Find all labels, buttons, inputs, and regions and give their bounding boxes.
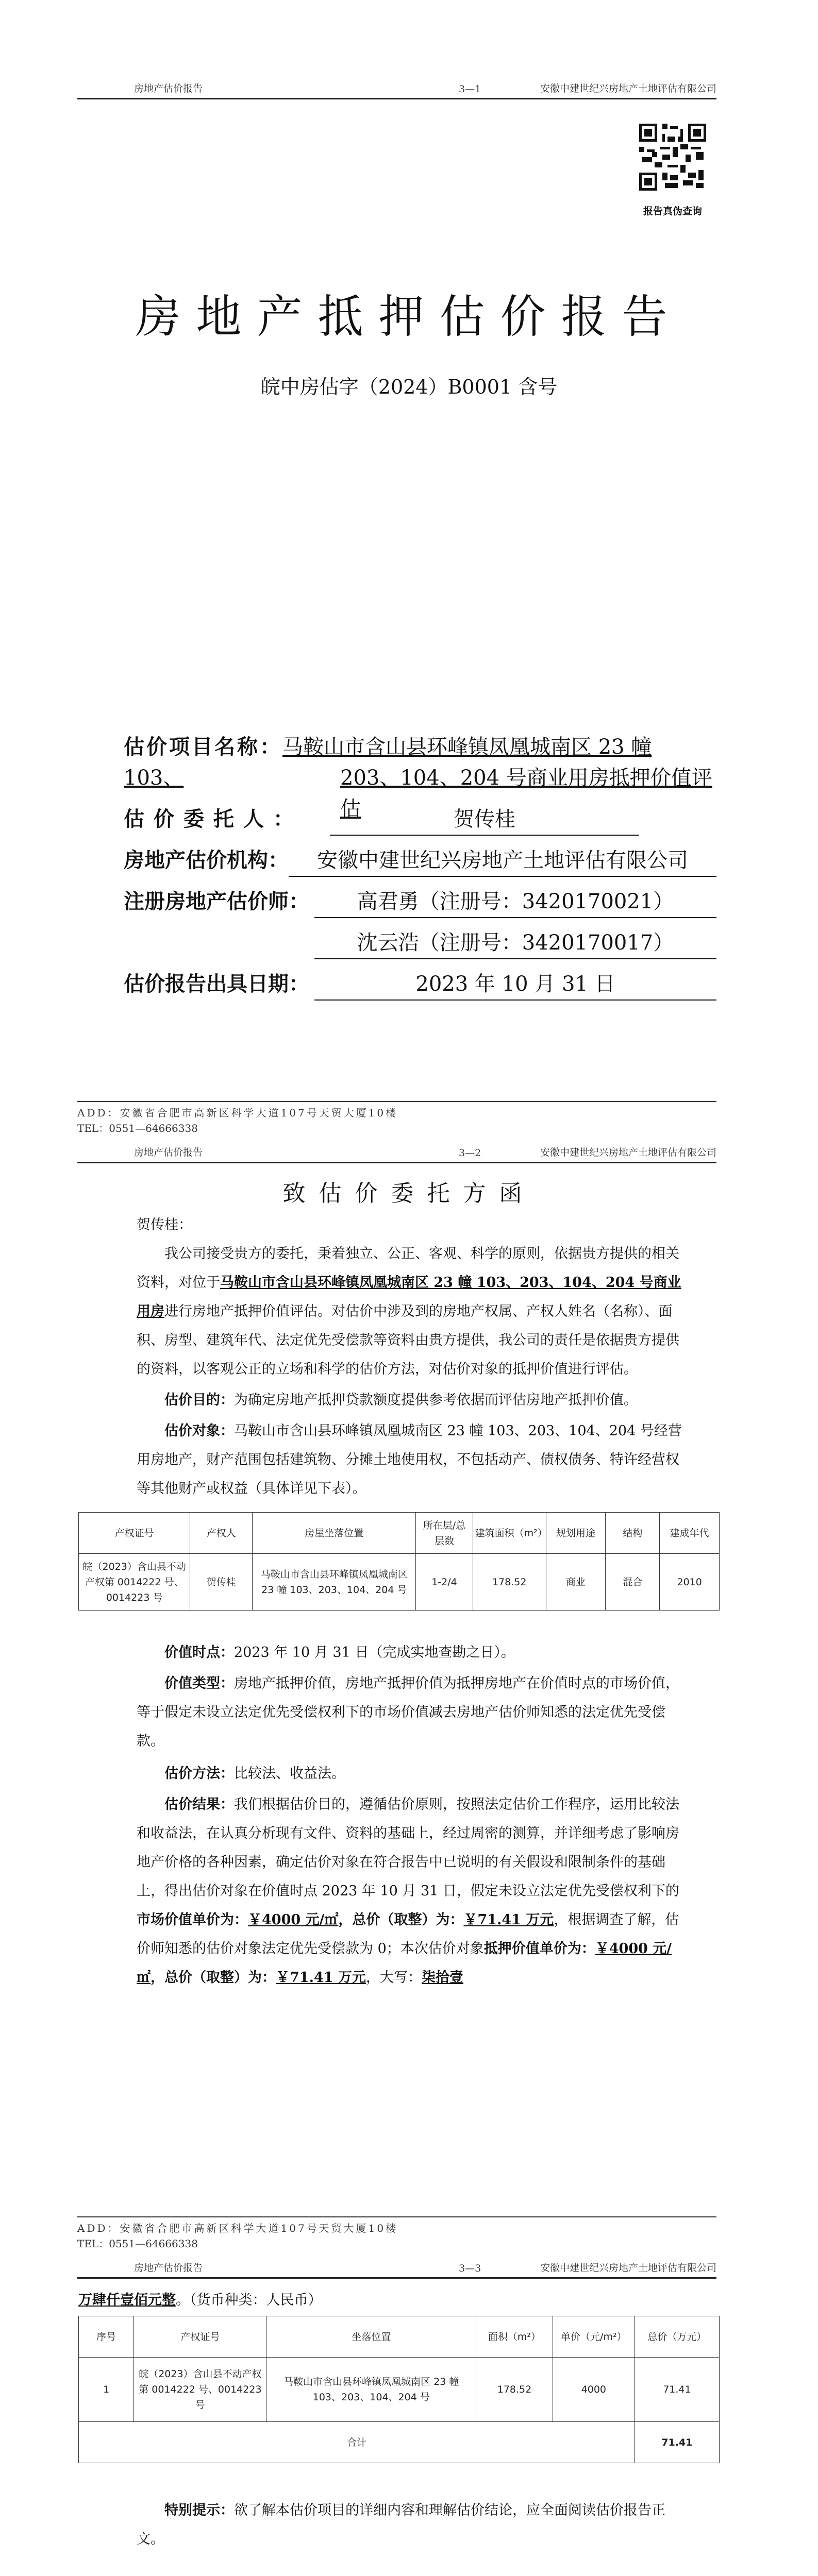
header-left: 房地产估价报告	[134, 1147, 203, 1158]
page-footer	[77, 1105, 716, 1136]
result-para: 估价结果：我们根据估价目的，遵循估价原则，按照法定估价工作程序，运用比较法和收益法，在认真分析现有文件、资料的基础上，经过周密的测算，并详细考虑了影响房地产价格的各种因素，确定估价对象在符合报告中已说明的有关假设和限制条件的基础上，得出估价对象在价值时点 2023 年 10 月 31 日，假定未设立法定优先受偿权利下的市场价值单价为：￥4000 元/㎡，总价（取整）为：￥71.41 万元，根据调查了解，估价师知悉的估价对象法定优先受偿款为 0；本次估价对象抵押价值单价为：￥4000 元/㎡，总价（取整）为：￥71.41 万元，大写：柒拾壹	[137, 1797, 679, 1986]
mortgage-unit-price: ￥4000 元/㎡	[137, 1941, 672, 1986]
footer-tel: TEL：0551—64666338	[77, 2238, 198, 2250]
table-header-row: 产权证号 产权人 房屋坐落位置 所在层/总层数 建筑面积（m²） 规划用途 结构 建成年代	[79, 1513, 720, 1554]
date-label: 估价报告出具日期：	[124, 972, 309, 996]
page-number: 3—2	[459, 1147, 481, 1159]
appraiser-1: 高君勇（注册号：3420170021）	[314, 886, 716, 918]
amount-continued: 万肆仟壹佰元整。（货币种类：人民币）	[78, 2292, 322, 2308]
purpose-para: 估价目的：为确定房地产抵押贷款额度提供参考依据而评估房地产抵押价值。	[164, 1392, 638, 1408]
table-total-row	[79, 2422, 720, 2463]
type-para: 价值类型：房地产抵押价值，房地产抵押价值为抵押房地产在价值时点的市场价值，等于假定未设立法定优先受偿权利下的市场价值减去房地产估价师知悉的法定优先受偿款。	[137, 1675, 679, 1749]
table-row: 1 皖（2023）含山县不动产权第 0014222 号、0014223 号 马鞍山市含山县环峰镇凤凰城南区 23 幢 103、203、104、204 号 178.52 4000 71.41	[79, 2358, 720, 2422]
header-right: 安徽中建世纪兴房地产土地评估有限公司	[540, 2262, 716, 2274]
header-right: 安徽中建世纪兴房地产土地评估有限公司	[540, 83, 716, 94]
table-header-row: 序号 产权证号 坐落位置 面积（m²） 单价（元/m²） 总价（万元）	[79, 2316, 720, 2358]
method-para: 估价方法：比较法、收益法。	[164, 1766, 345, 1782]
org-label: 房地产估价机构：	[124, 848, 289, 872]
qr-caption: 报告真伪查询	[643, 206, 702, 217]
header-right: 安徽中建世纪兴房地产土地评估有限公司	[540, 1147, 716, 1158]
letter-intro: 我公司接受贵方的委托，秉着独立、公正、客观、科学的原则，依据贵方提供的相关资料，对位于马鞍山市含山县环峰镇凤凰城南区 23 幢 103、203、104、204 号商业用房进行房地产抵押价值评估。对估价中涉及到的房地产权属、产权人姓名（名称）、面积、房型、建筑年代、法定优先受偿款等资料由贵方提供，我公司的责任是依据贵方提供的资料，以客观公正的立场和科学的估价方法，对估价对象的抵押价值进行评估。	[137, 1246, 681, 1377]
date-value: 2023 年 10 月 31 日	[314, 969, 716, 1001]
page-header	[77, 2257, 716, 2279]
footer-address: ADD：安徽省合肥市高新区科学大道107号天贸大厦10楼	[77, 2222, 398, 2234]
valuation-table	[78, 2316, 720, 2463]
property-address: 马鞍山市含山县环峰镇凤凰城南区 23 幢 103、203、104、204 号商业用房	[137, 1275, 681, 1319]
total-value: 71.41	[635, 2422, 719, 2463]
client-value: 贺传桂	[330, 804, 639, 836]
market-total-price: ￥71.41 万元	[463, 1912, 554, 1928]
appraiser-label: 注册房地产估价师：	[124, 889, 309, 913]
report-number: 皖中房估字（2024）B0001 含号	[260, 376, 558, 398]
project-value-1: 马鞍山市含山县环峰镇凤凰城南区 23 幢 103、	[124, 735, 652, 790]
footer-address: ADD：安徽省合肥市高新区科学大道107号天贸大厦10楼	[77, 1107, 398, 1119]
org-value: 安徽中建世纪兴房地产土地评估有限公司	[289, 845, 716, 877]
page-header	[77, 77, 716, 99]
page-footer	[77, 2221, 716, 2251]
qr-code[interactable]	[639, 124, 706, 191]
appraiser-2: 沈云浩（注册号：3420170017）	[314, 927, 716, 959]
project-value-2: 203、104、204 号商业用房抵押价值评估	[340, 766, 712, 821]
project-label: 估价项目名称：	[124, 735, 282, 759]
object-para: 估价对象：马鞍山市含山县环峰镇凤凰城南区 23 幢 103、203、104、204 号经营用房地产，财产范围包括建筑物、分摊土地使用权，不包括动产、债权债务、特许经营权等其他财产或权益（具体详见下表）。	[137, 1423, 682, 1497]
amount-in-words-1: 柒拾壹	[421, 1970, 463, 1986]
market-unit-price: ￥4000 元/㎡	[248, 1912, 339, 1928]
special-notice: 特别提示：欲了解本估价项目的详细内容和理解估价结论，应全面阅读估价报告正文。	[137, 2502, 665, 2547]
date-para: 价值时点：2023 年 10 月 31 日（完成实地查勘之日）。	[164, 1645, 515, 1660]
header-left: 房地产估价报告	[134, 83, 203, 94]
total-label: 合计	[79, 2422, 635, 2463]
page-header	[77, 1141, 716, 1163]
amount-in-words-2: 万肆仟壹佰元整	[78, 2292, 176, 2308]
client-label: 估价委托人：	[124, 807, 303, 831]
salutation: 贺传桂：	[137, 1217, 192, 1233]
letter-title: 致估价委托方函	[282, 1180, 536, 1207]
page-number: 3—3	[459, 2263, 481, 2274]
header-left: 房地产估价报告	[134, 2262, 203, 2274]
report-title: 房地产抵押估价报告	[135, 290, 683, 343]
mortgage-total-price: ￥71.41 万元	[276, 1970, 366, 1986]
footer-tel: TEL：0551—64666338	[77, 1122, 198, 1134]
table-row: 皖（2023）含山县不动产权第 0014222 号、0014223 号 贺传桂 马鞍山市含山县环峰镇凤凰城南区 23 幢 103、203、104、204 号 1-2/4 178.52 商业 混合 2010	[79, 1554, 720, 1611]
page-number: 3—1	[459, 83, 481, 95]
property-table	[78, 1512, 720, 1611]
